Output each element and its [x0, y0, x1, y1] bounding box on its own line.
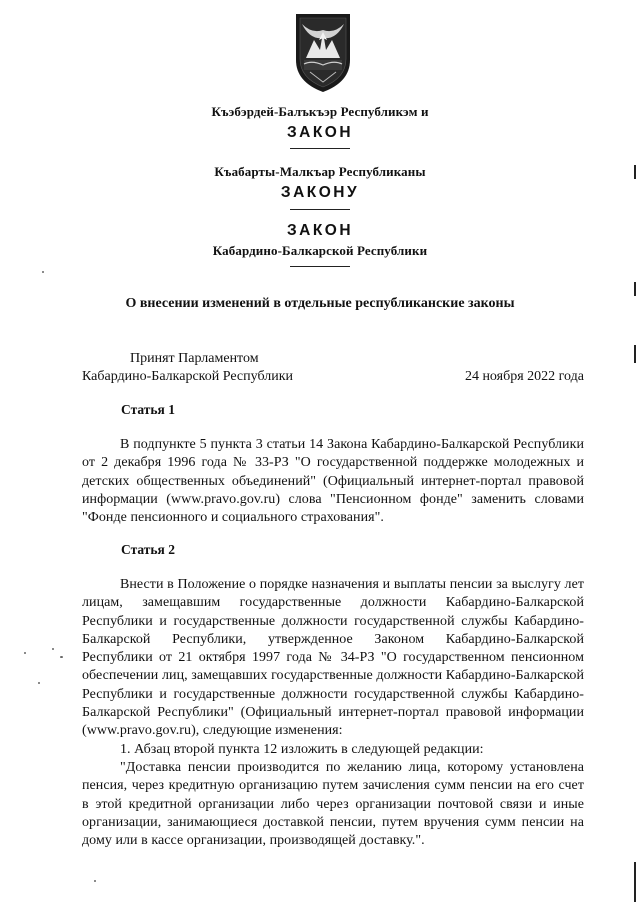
header-divider	[290, 266, 350, 267]
scan-edge-mark	[634, 165, 636, 179]
scan-edge-mark	[634, 345, 636, 363]
article-2-heading: Статья 2	[121, 542, 175, 557]
header-divider	[290, 209, 350, 210]
scan-edge-mark	[634, 282, 636, 296]
header-line-balkar: Къабарты-Малкъар Республиканы	[214, 164, 426, 179]
header-law-kabardian: ЗАКОН	[286, 124, 354, 141]
header-republic-russian: Кабардино-Балкарской Республики	[212, 243, 428, 258]
scan-speck	[42, 271, 44, 273]
article-1-body	[82, 436, 584, 527]
article-2-body	[82, 576, 584, 850]
article-1-heading: Статья 1	[121, 402, 175, 417]
scan-speck	[24, 652, 26, 654]
scan-speck	[38, 682, 40, 684]
article-2-paragraph: 1. Абзац второй пункта 12 изложить в следующей редакции:	[120, 741, 484, 757]
adoption-date: 24 ноября 2022 года	[464, 369, 584, 384]
scan-edge-mark	[634, 862, 636, 902]
header-line-kabardian: Къэбэрдей-Балъкъэр Республикэм и	[211, 104, 429, 119]
scan-speck	[60, 656, 63, 658]
adopted-by: Принят Парламентом	[130, 351, 259, 366]
header-law-balkar: ЗАКОНУ	[280, 184, 360, 201]
scan-speck	[94, 880, 96, 882]
scan-speck	[52, 648, 54, 650]
adopted-by-republic: Кабардино-Балкарской Республики	[82, 369, 293, 384]
adoption-block	[82, 350, 584, 386]
coat-of-arms-icon	[292, 10, 354, 94]
header-law-russian: ЗАКОН	[286, 222, 354, 239]
header-divider	[290, 148, 350, 149]
article-1-text: В подпункте 5 пункта 3 статьи 14 Закона Кабардино-Балкарской Республики от 2 декабря 1996 года № 33-РЗ "О государственной поддержке молодежных и детских общественных объединений" (Официальный интернет-портал правовой информации (www.pravo.gov.ru) слова "Пенсионном фонде" заменить словами "Фонде пенсионного и социального страхования".	[82, 437, 584, 526]
article-2-quote: "Доставка пенсии производится по желанию лица, которому установлена пенсия, через кредитную организацию путем зачисления сумм пенсии на его счет в этой кредитной организации либо через организации почтовой связи и иные организации, занимающиеся доставкой пенсии, путем вручения сумм пенсии на дому или в кассе организации, производящей доставку.".	[82, 759, 584, 849]
article-2-paragraph: Внести в Положение о порядке назначения и выплаты пенсии за выслугу лет лицам, замещавшим государственные должности Кабардино-Балкарской Республики и государственные должности государственной службы Кабардино-Балкарской Республики, утвержденное Законом Кабардино-Балкарской Республики от 21 октября 1997 года № 34-РЗ "О государственном пенсионном обеспечении лиц, замещавших государственные должности Кабардино-Балкарской Республики и государственные должности государственной службы Кабардино-Балкарской Республики" (Официальный интернет-портал правовой информации (www.pravo.gov.ru), следующие изменения:	[82, 577, 584, 739]
document-title: О внесении изменений в отдельные республиканские законы	[125, 296, 515, 311]
